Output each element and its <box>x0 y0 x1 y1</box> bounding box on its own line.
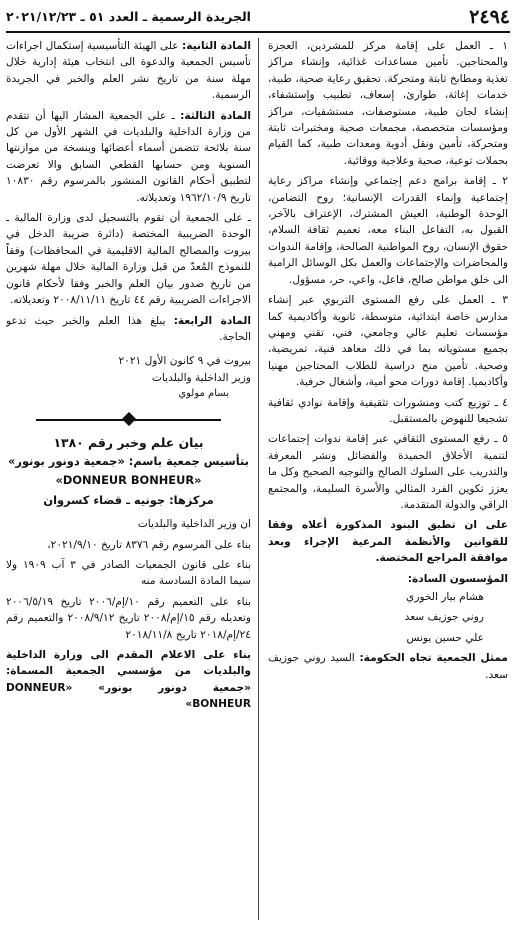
objective-item-2: ٢ ـ إقامة برامج دعم إجتماعي وإنشاء مراكز رعاية إجتماعية وإنماء القدرات الإنسانية؛ روح التضامن، الوحدة الوطنية، العيش المشترك، الإعتراف بالآخر، القبول به، التفاعل البناء معه، تعميم ثقافة السلام، حقوق الإنسان، روح المواطنية الصالحة، وإقامة الندوات والمحاضرات والإجتماعات والعمل بكل الوسائل الرامية الى خلق مواطن صالح، فاعل، واعي، حر، مسؤول. <box>268 175 508 286</box>
objective-item-5: ٥ ـ رفع المستوى الثقافي عبر إقامة ندوات إجتماعات لتنمية الأخلاق الحميدة والفضائل ونشر المعرفة والتدريب على السلوك الصالح والتوجيه الصحيح وكل ما يعزز تكوين الفرد المثالي والأسرة السليمة، والمجتمع الراقي والدولة المتقدمة. <box>268 433 508 511</box>
minister-line: ان وزير الداخلية والبلديات <box>137 518 251 531</box>
founders-label: المؤسسون السادة: <box>407 572 508 585</box>
statement-latin-name: «DONNEUR BONHEUR» <box>55 473 202 488</box>
header-rule <box>6 31 510 33</box>
column-divider <box>258 38 259 920</box>
objective-item-1: ١ ـ العمل على إقامة مركز للمشردين، العجزة والمحتاجين. تأمين مساعدات غذائية، وإنشاء مراكز تغذية ومطابخ ثابتة ومتحركة. تحقيق رعاية صحية، طبية، خدمات إغاثة، طوارئ، إسعاف، تطبيب وإستشفاء، إنشاء لجان طبية، مستوصفات، مستشفيات، مراكز ومؤسسات متخصصة، مجمعات صحية ومختبرات ثابتة ومتحركة، تأمين ونقل أدوية ومعدات طبية، كما القيام بحملات توعية، صحية وعلاجية ووقائية. <box>268 40 508 167</box>
compliance-note: على ان تطبق البنود المذكورة أعلاه وفقا للقوانين والأنظمة المرعية الإجراء وبعد موافقة المراجع المختصة. <box>268 519 508 565</box>
founder-name: علي حسين يونس <box>406 631 484 644</box>
article-two-label: المادة الثانية: <box>181 40 251 52</box>
objective-item-4: ٤ ـ توزيع كتب ومنشورات تثقيفية وإقامة نوادي ثقافية تشجيعا للنهوض بالمستقبل. <box>268 396 508 425</box>
article-three <box>6 108 251 206</box>
founder-name: روني جوزيف سعد <box>404 611 484 624</box>
representative-label: ممثل الجمعية تجاه الحكومة: <box>359 652 508 665</box>
article-four-label: المادة الرابعة: <box>173 314 251 327</box>
legal-basis-2: بناء على قانون الجمعيات الصادر في ٣ آب ١٩٠٩ ولا سيما المادة السادسة منه <box>6 558 251 588</box>
statement-subtitle: بتأسيس جمعية باسم: «جمعية دونور بونور» <box>8 453 249 468</box>
founder-name: هشام بيار الخوري <box>406 591 484 603</box>
article-three-label: المادة الثالثة: <box>180 109 251 122</box>
signature-title: وزير الداخلية والبلديات <box>151 371 251 384</box>
signature-name: بسام مولوي <box>178 388 229 400</box>
article-four <box>6 313 251 346</box>
article-four-text: يبلغ هذا العلم والخبر حيث تدعو الحاجة. <box>6 314 251 343</box>
section-divider <box>36 413 221 427</box>
statement-center: مركزها: جونيه ـ قضاء كسروان <box>43 492 214 507</box>
government-representative <box>268 650 508 683</box>
legal-basis-4: بناء على الاعلام المقدم الى وزارة الداخلية والبلديات من مؤسسي الجمعية المسماة: «جمعية دونور بونور» «DONNEUR BONHEUR» <box>6 649 251 711</box>
legal-basis-3: بناء على التعميم رقم ١٠/إم/٢٠٠٦ تاريخ ٢٠٠٦/٥/١٩ وتعديله رقم ١٥/إم/٢٠٠٨ تاريخ ٢٠٠٨/٩/١٢ والتعميم رقم ٢٤/إم/٢٠١٨ تاريخ ٢٠١٨/١١/٨ <box>6 595 251 641</box>
left-column <box>6 38 251 922</box>
article-three-text: ـ على الجمعية المشار اليها أن تتقدم من وزارة الداخلية والبلديات في الشهر الأول من كل سنة بلائحة تتضمن أسماء أعضائها وبنسخة من موازنتها السنوية ومن حسابها القطعي السابق والا تعرضت لتطبيق أحكام القانون المنشور بالمرسوم رقم ١٠٨٣٠ تاريخ ١٩٦٢/١٠/٩ وتعديلاته. <box>6 109 251 204</box>
representative-name: السيد روني جوزيف سعد. <box>268 652 508 681</box>
right-column <box>268 38 508 922</box>
signature-place-date: بيروت في ٩ كانون الأول ٢٠٢١ <box>118 355 251 368</box>
page-number: ٢٤٩٤ <box>469 6 510 28</box>
objective-item-3: ٣ ـ العمل على رفع المستوى التربوي عبر إنشاء مدارس خاصة ابتدائية، متوسطة، ثانوية وأكاديمية كما مؤسسات تعليم عالي وجامعي، فني، تقني ومهني بجميع مستوياته بما في ذلك معاهد فنية، تمريضية، وصحية. تأمين منح دراسية للطلاب المحتاجين مهنيا وأكاديميا. إقامة دورات محو أمية، وأشغال حرفية. <box>268 294 508 389</box>
article-two-text: على الهيئة التأسيسية إستكمال اجراءات تأسيس الجمعية والدعوة الى انتخاب هيئة إدارية خلال مهلة سنة من تاريخ نشر العلم والخبر في الجريدة الرسمية. <box>6 40 251 102</box>
statement-title: بيان علم وخبر رقم ١٣٨٠ <box>53 434 204 450</box>
article-three-text-2: ـ على الجمعية أن تقوم بالتسجيل لدى وزارة المالية ـ الوحدة الضريبية المختصة (دائرة ضريبة الدخل في بيروت والمصالح المالية الاقليمية في المحافظات) وفقاً للنموذج المُعدّ من قبل وزارة المالية خلال مهلة شهرين من تاريخ صدور بيان العلم والخبر وفقا لأحكام قانون الاجراءات الضريبية رقم ٤٤ تاريخ ٢٠٠٨/١١/١١ وتعديلاته. <box>6 212 251 307</box>
legal-basis-1: بناء على المرسوم رقم ٨٣٧٦ تاريخ ٢٠٢١/٩/١٠، <box>47 538 251 551</box>
page-header <box>6 6 510 30</box>
issue-info: الجريدة الرسمية ـ العدد ٥١ ـ ٢٠٢١/١٢/٢٣ <box>6 9 251 24</box>
article-two <box>6 38 251 104</box>
